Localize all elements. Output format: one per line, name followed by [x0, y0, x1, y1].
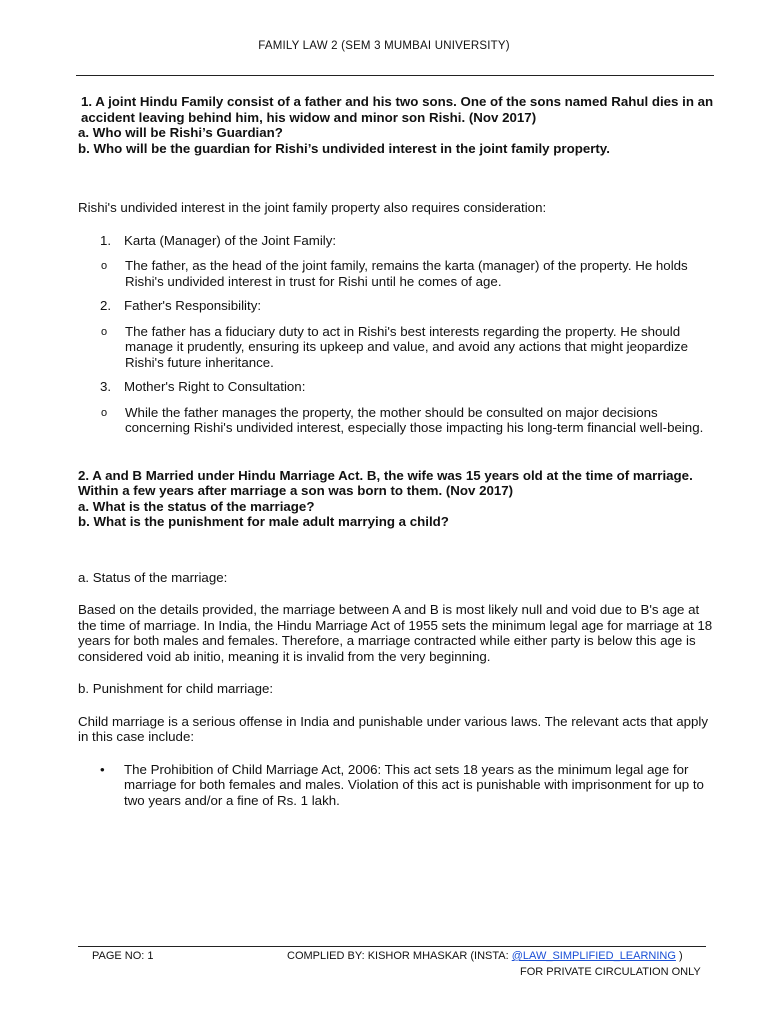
- circulation-note: FOR PRIVATE CIRCULATION ONLY: [520, 966, 701, 978]
- sub-item: [32, 324, 718, 371]
- compiled-by-suffix: ): [675, 950, 683, 962]
- question-2-text: 2. A and B Married under Hindu Marriage Act. B, the wife was 15 years old at the time of marriage. Within a few years after marriage a son was born to them. (Nov 2017): [78, 467, 693, 498]
- question-1-part-b: b. Who will be the guardian for Rishi’s undivided interest in the joint family property.: [78, 140, 610, 156]
- answer-1-list: [78, 233, 718, 436]
- list-item-label: Mother's Right to Consultation:: [124, 379, 306, 394]
- list-item-label: Karta (Manager) of the Joint Family:: [124, 232, 337, 248]
- list-item-number: 3.: [100, 379, 112, 394]
- page-number: PAGE NO: 1: [92, 950, 154, 962]
- sub-item-text: The father has a fiduciary duty to act in Rishi's best interests regarding the property. He should manage it prudently, ensuring its upkeep and value, and avoid any actions that might jeopardize Rishi's future inheritance.: [125, 323, 689, 370]
- circle-bullet-icon: o: [101, 325, 108, 338]
- question-2-part-b: b. What is the punishment for male adult marrying a child?: [78, 514, 449, 529]
- list-item-number: 1.: [100, 232, 112, 248]
- question-1-text: 1. A joint Hindu Family consist of a father and his two sons. One of the sons named Rahul dies in an accident leaving behind him, his widow and minor son Rishi. (Nov 2017): [81, 94, 714, 125]
- list-item: [78, 379, 718, 436]
- sub-item: [32, 405, 718, 436]
- circle-bullet-icon: o: [101, 260, 108, 272]
- page-header: FAMILY LAW 2 (SEM 3 MUMBAI UNIVERSITY): [258, 40, 510, 52]
- question-2-part-a: a. What is the status of the marriage?: [78, 498, 315, 514]
- compiled-by: [287, 950, 683, 962]
- status-body: Based on the details provided, the marriage between A and B is most likely null and void due to B's age at the time of marriage. In India, the Hindu Marriage Act of 1955 sets the minimum legal age for marriage at 18 years for both males and females. Therefore, a marriage contracted while either party is below this age is considered void ab initio, meaning it is invalid from the very beginning.: [78, 602, 713, 664]
- question-1: [78, 94, 718, 156]
- footer-rule: [78, 946, 706, 947]
- bullet-text: The Prohibition of Child Marriage Act, 2006: This act sets 18 years as the minimum legal age for marriage for both females and males. Violation of this act is punishable with imprisonment for up to two years and/or a fine of Rs. 1 lakh.: [124, 761, 704, 808]
- compiled-by-prefix: COMPLIED BY: KISHOR MHASKAR (INSTA:: [287, 950, 512, 962]
- sub-item: [32, 258, 718, 289]
- question-1-part-a: a. Who will be Rishi’s Guardian?: [78, 125, 283, 140]
- sub-item-text: While the father manages the property, the mother should be consulted on major decisions concerning Rishi's undivided interest, especially those impacting his long-term financial well-being.: [125, 404, 704, 435]
- sub-item-text: The father, as the head of the joint family, remains the karta (manager) of the property. He holds Rishi's undivided interest in trust for Rishi until he comes of age.: [125, 258, 688, 289]
- question-2: [78, 468, 718, 530]
- header-rule: [76, 75, 714, 76]
- status-heading: a. Status of the marriage:: [78, 569, 228, 585]
- list-item-label: Father's Responsibility:: [124, 298, 262, 313]
- answer-1-intro: Rishi's undivided interest in the joint family property also requires consideration:: [78, 200, 547, 215]
- list-item-number: 2.: [100, 298, 112, 313]
- circle-bullet-icon: o: [101, 406, 108, 419]
- bullet-dot-icon: •: [100, 761, 105, 777]
- list-item: [78, 233, 718, 290]
- list-item: [78, 298, 718, 370]
- punishment-heading: b. Punishment for child marriage:: [78, 681, 274, 696]
- punishment-body: Child marriage is a serious offense in India and punishable under various laws. The relevant acts that apply in this case include:: [78, 713, 708, 744]
- insta-handle-link[interactable]: @LAW_SIMPLIFIED_LEARNING: [511, 950, 676, 962]
- page-content: [78, 93, 718, 808]
- list-item: [78, 762, 718, 809]
